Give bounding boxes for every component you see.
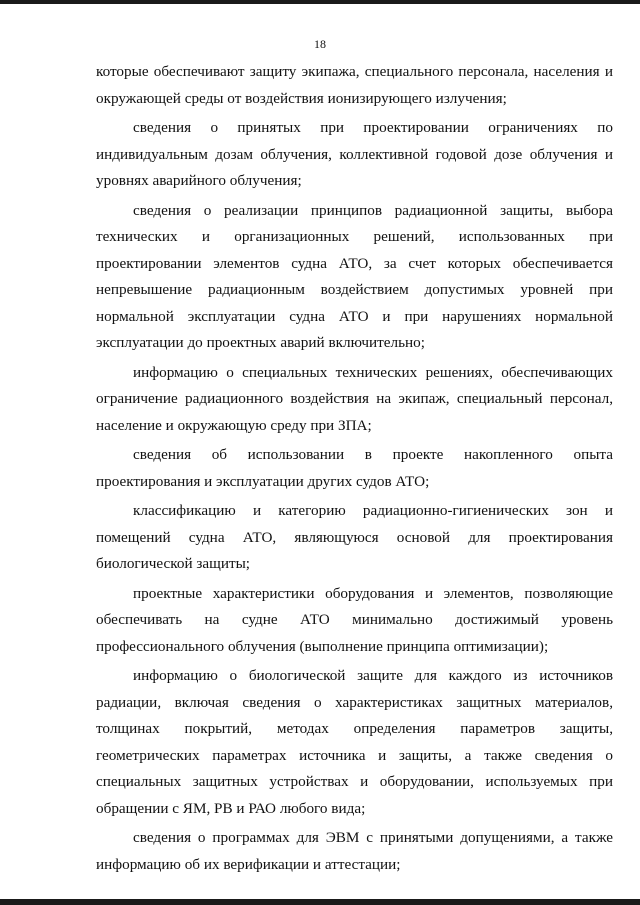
document-body — [96, 59, 613, 881]
page-number: 18 — [314, 37, 326, 51]
paragraph-radiation-protection-principles: сведения о реализации принципов радиационной защиты, выбора технических и организационных решений, использованных при проектировании элементов судна АТО, за счет которых обеспечивается непревышение радиационным воздействием допустимых уровней при нормальной эксплуатации судна АТО и при нарушениях нормальной эксплуатации до проектных аварий включительно; — [96, 201, 613, 351]
paragraph-continuation: которые обеспечивают защиту экипажа, специального персонала, населения и окружающей среды от воздействия ионизирующего излучения; — [96, 63, 613, 107]
paragraph-computer-programs: сведения о программах для ЭВМ с принятыми допущениями, а также информацию об их верификации и аттестации; — [96, 829, 613, 873]
paragraph-special-technical-solutions: информацию о специальных технических решениях, обеспечивающих ограничение радиационного воздействия на экипаж, специальный персонал, население и окружающую среду при ЗПА; — [96, 363, 613, 434]
scan-top-edge — [0, 0, 640, 4]
scan-bottom-edge — [0, 899, 640, 905]
paragraph-equipment-characteristics: проектные характеристики оборудования и элементов, позволяющие обеспечивать на судне АТО минимально достижимый уровень профессионального облучения (выполнение принципа оптимизации); — [96, 584, 613, 655]
paragraph-design-experience: сведения об использовании в проекте накопленного опыта проектирования и эксплуатации других судов АТО; — [96, 446, 613, 490]
paragraph-dose-limits: сведения о принятых при проектировании ограничениях по индивидуальным дозам облучения, коллективной годовой дозе облучения и уровнях аварийного облучения; — [96, 119, 613, 189]
paragraph-biological-shielding: информацию о биологической защите для каждого из источников радиации, включая сведения о характеристиках защитных материалов, толщинах покрытий, методах определения параметров защиты, геометрических параметрах источника и защиты, а также сведения о специальных защитных устройствах и оборудовании, используемых при обращении с ЯМ, РВ и РАО любого вида; — [96, 667, 613, 817]
paragraph-zone-classification: классификацию и категорию радиационно-гигиенических зон и помещений судна АТО, являющуюся основой для проектирования биологической защиты; — [96, 502, 613, 572]
